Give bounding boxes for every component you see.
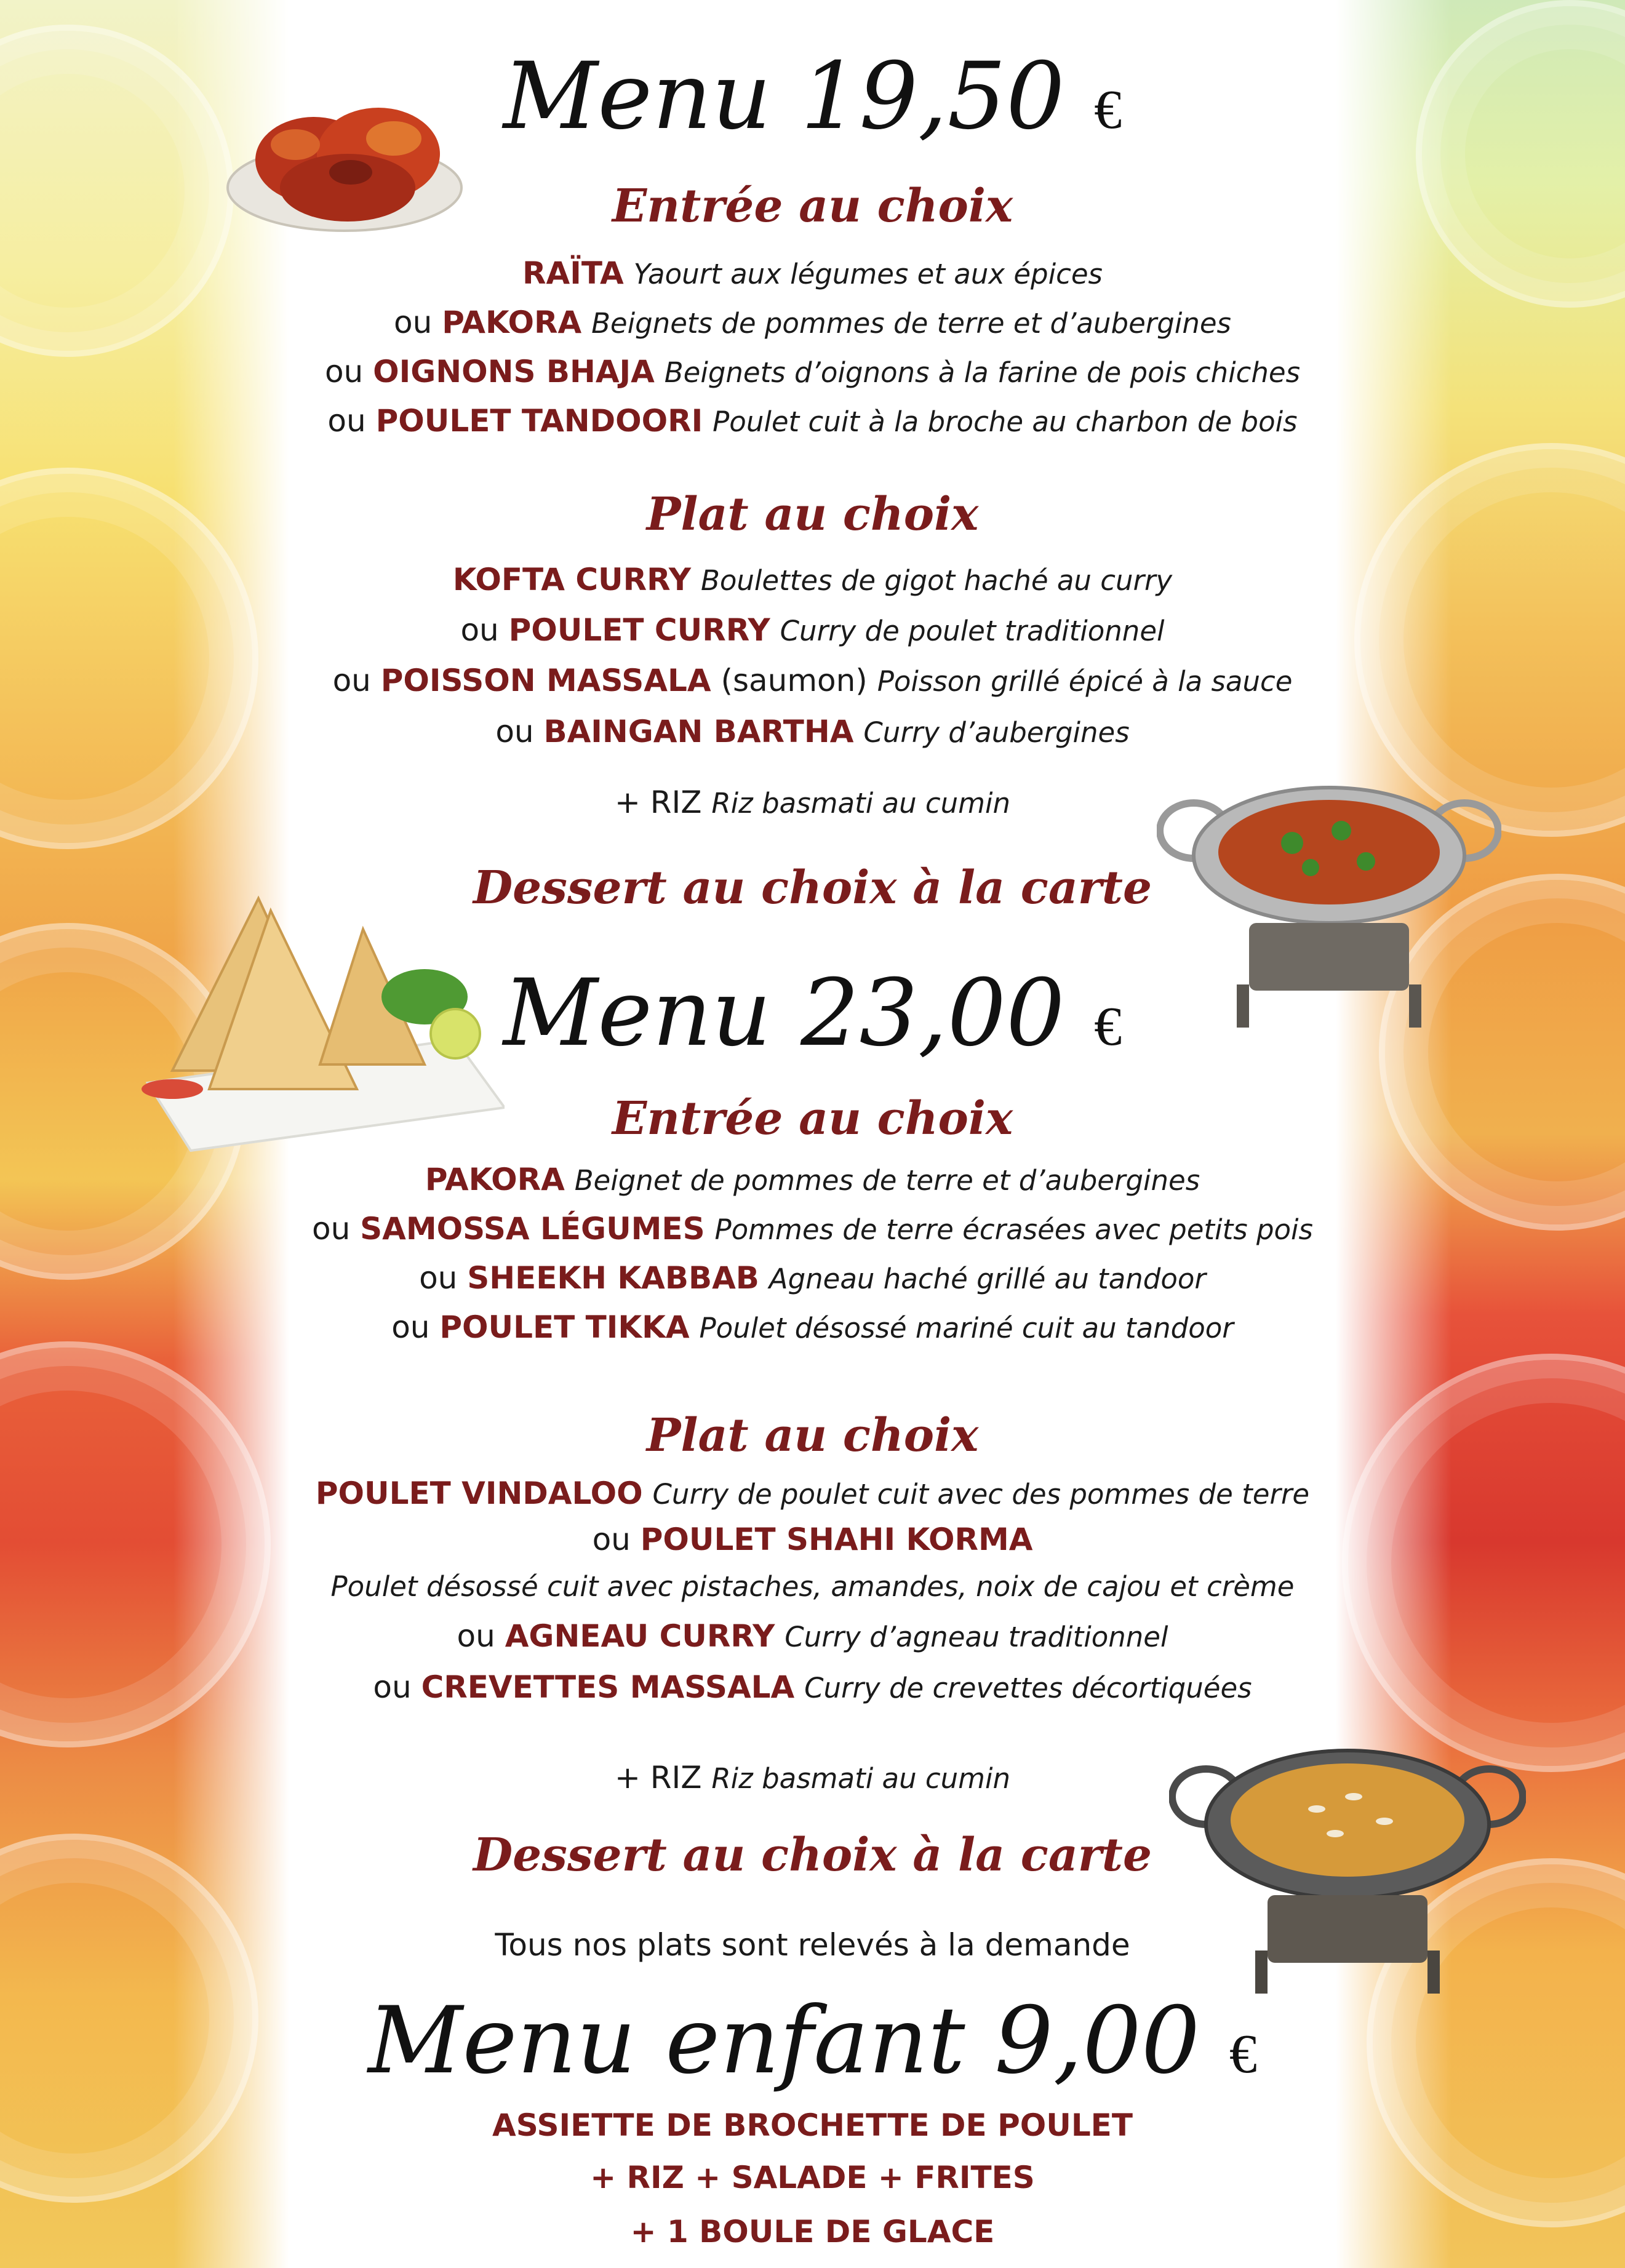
menu2-plat-heading: Plat au choix [646, 1409, 979, 1462]
menu2-entree-heading: Entrée au choix [612, 1092, 1013, 1145]
menu1-dessert: Dessert au choix à la carte [473, 861, 1152, 914]
menu2-dessert: Dessert au choix à la carte [473, 1829, 1152, 1882]
kids-menu-title: Menu enfant 9,00 € [368, 1987, 1257, 2094]
menu1-plat-item: ou POISSON MASSALA (saumon) Poisson grillé épicé à la sauce [332, 663, 1293, 698]
menu1-currency: € [1094, 79, 1122, 140]
menu1-entree-item: ou PAKORA Beignets de pommes de terre et d’aubergines [394, 305, 1231, 340]
kids-menu-line: + RIZ + SALADE + FRITES [590, 2160, 1035, 2195]
menu1-plat-item: KOFTA CURRY Boulettes de gigot haché au curry [452, 562, 1173, 597]
menu2-rice: + RIZ Riz basmati au cumin [614, 1760, 1011, 1795]
menu2-entree-item: PAKORA Beignet de pommes de terre et d’aubergines [425, 1162, 1200, 1197]
menu1-plat-heading: Plat au choix [646, 488, 979, 541]
menu2-currency: € [1094, 996, 1122, 1057]
menu1-plat-item: ou POULET CURRY Curry de poulet traditionnel [460, 612, 1165, 648]
menu2-plat-item: ou CREVETTES MASSALA Curry de crevettes décortiquées [373, 1669, 1252, 1705]
kids-menu-line: + 1 BOULE DE GLACE [630, 2214, 995, 2250]
menu1-rice: + RIZ Riz basmati au cumin [614, 785, 1011, 820]
menu2-plat-description: Poulet désossé cuit avec pistaches, amandes, noix de cajou et crème [330, 1570, 1295, 1603]
menu1-entree-item: ou POULET TANDOORI Poulet cuit à la broche au charbon de bois [327, 403, 1298, 439]
menu2-plat-item: ou AGNEAU CURRY Curry d’agneau traditionnel [457, 1618, 1168, 1654]
menu1-entree-item: ou OIGNONS BHAJA Beignets d’oignons à la farine de pois chiches [324, 354, 1301, 389]
menu2-plat-item: ou POULET SHAHI KORMA [592, 1522, 1033, 1557]
menu2-entree-item: ou POULET TIKKA Poulet désossé mariné cuit au tandoor [391, 1309, 1234, 1345]
kids-menu-line: ASSIETTE DE BROCHETTE DE POULET [492, 2107, 1133, 2143]
menu1-entree-item: RAÏTA Yaourt aux légumes et aux épices [522, 255, 1103, 291]
menu2-plat-item: POULET VINDALOO Curry de poulet cuit avec des pommes de terre [315, 1475, 1310, 1511]
menu2-entree-item: ou SHEEKH KABBAB Agneau haché grillé au tandoor [419, 1260, 1206, 1296]
kids-menu-currency: € [1229, 2024, 1257, 2085]
menu2-title: Menu 23,00 € [503, 960, 1122, 1067]
spice-note: Tous nos plats sont relevés à la demande [495, 1927, 1130, 1963]
menu1-title: Menu 19,50 € [503, 43, 1122, 150]
menu1-plat-item: ou BAINGAN BARTHA Curry d’aubergines [495, 714, 1130, 749]
menu1-entree-heading: Entrée au choix [612, 180, 1013, 233]
menu2-entree-item: ou SAMOSSA LÉGUMES Pommes de terre écrasées avec petits pois [311, 1211, 1314, 1247]
